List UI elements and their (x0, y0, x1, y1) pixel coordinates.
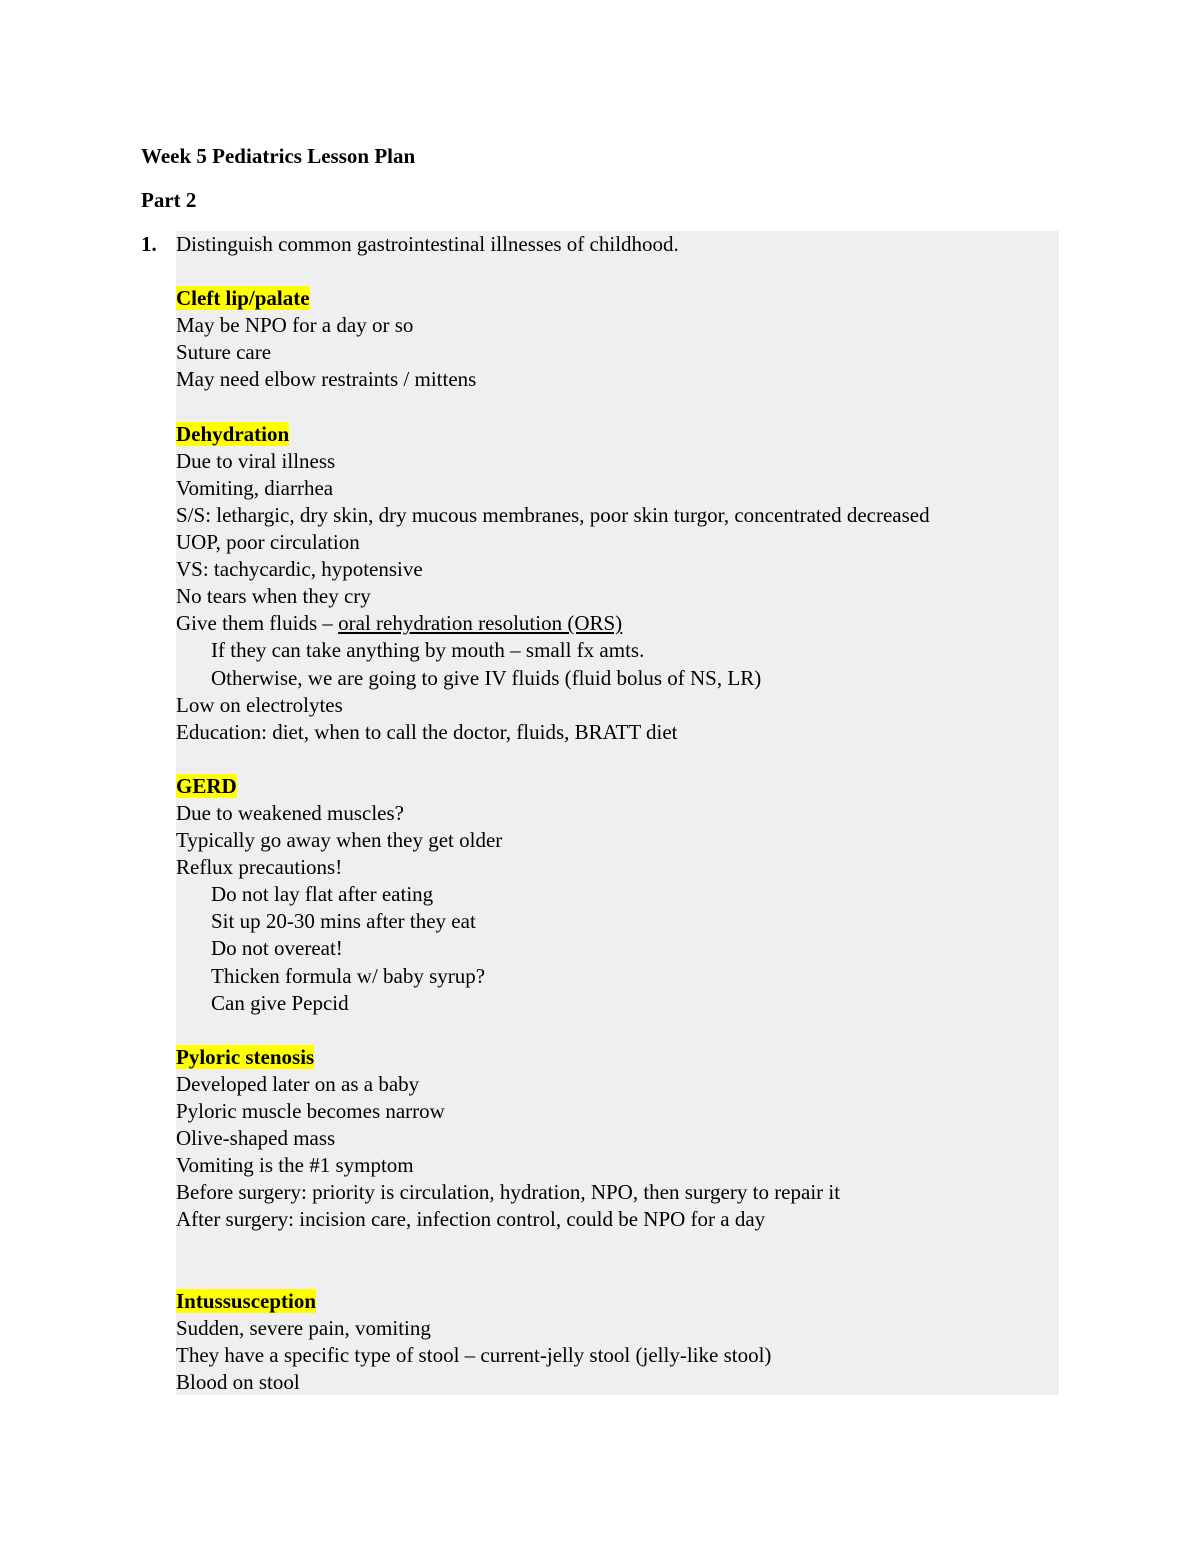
sub-list-item: Sit up 20-30 mins after they eat (211, 909, 476, 934)
section-intussusception (176, 1288, 1059, 1315)
section-heading: Pyloric stenosis (176, 1044, 315, 1069)
list-item: Reflux precautions! (176, 855, 343, 880)
sub-list-item: Thicken formula w/ baby syrup? (211, 963, 486, 988)
sub-list-item: Otherwise, we are going to give IV fluids (fluid bolus of NS, LR) (211, 665, 762, 690)
list-item: Due to viral illness (176, 448, 336, 473)
list-item: Due to weakened muscles? (176, 800, 404, 825)
section-heading: Dehydration (176, 421, 290, 446)
part-heading: Part 2 (141, 188, 197, 212)
list-item: Typically go away when they get older (176, 828, 503, 853)
sub-list-item: Do not lay flat after eating (211, 882, 434, 907)
list-item: Pyloric muscle becomes narrow (176, 1099, 445, 1123)
section-dehydration (176, 421, 1059, 448)
list-item: Low on electrolytes (176, 692, 343, 717)
list-item: Blood on stool (176, 1369, 300, 1394)
list-item: Before surgery: priority is circulation, hydration, NPO, then surgery to repair it (176, 1180, 841, 1205)
section-heading: GERD (176, 773, 237, 798)
section-heading: Cleft lip/palate (176, 286, 310, 311)
list-item: May be NPO for a day or so (176, 313, 414, 338)
sub-list-item: If they can take anything by mouth – small fx amts. (211, 638, 645, 663)
list-item: UOP, poor circulation (176, 530, 360, 555)
sub-list-item: Can give Pepcid (211, 990, 349, 1015)
list-item: Developed later on as a baby (176, 1071, 420, 1096)
sub-list-item: Do not overeat! (211, 936, 343, 961)
section-pyloric (176, 1044, 1059, 1071)
objective-text: Distinguish common gastrointestinal illnesses of childhood. (176, 232, 679, 256)
list-item-number: 1. (141, 232, 157, 256)
list-item: Vomiting, diarrhea (176, 475, 334, 500)
list-item: May need elbow restraints / mittens (176, 367, 477, 392)
list-item (176, 610, 1059, 637)
list-item: After surgery: incision care, infection control, could be NPO for a day (176, 1207, 766, 1232)
document-title: Week 5 Pediatrics Lesson Plan (141, 144, 416, 168)
list-item: S/S: lethargic, dry skin, dry mucous membranes, poor skin turgor, concentrated decreased (176, 502, 930, 527)
list-item: VS: tachycardic, hypotensive (176, 557, 423, 582)
list-item: No tears when they cry (176, 584, 371, 609)
answer-content (176, 231, 1059, 1396)
ors-underlined-text: oral rehydration resolution (ORS) (338, 611, 623, 636)
fluids-prefix: Give them fluids – (176, 611, 339, 636)
section-gerd (176, 773, 1059, 800)
list-item: Sudden, severe pain, vomiting (176, 1315, 431, 1340)
section-heading: Intussusception (176, 1288, 317, 1313)
list-item: Education: diet, when to call the doctor, fluids, BRATT diet (176, 719, 678, 744)
list-item: Olive-shaped mass (176, 1126, 336, 1151)
list-item: Vomiting is the #1 symptom (176, 1153, 414, 1178)
list-item: Suture care (176, 340, 272, 365)
list-item: They have a specific type of stool – current-jelly stool (jelly-like stool) (176, 1342, 772, 1367)
section-cleft (176, 285, 1059, 312)
